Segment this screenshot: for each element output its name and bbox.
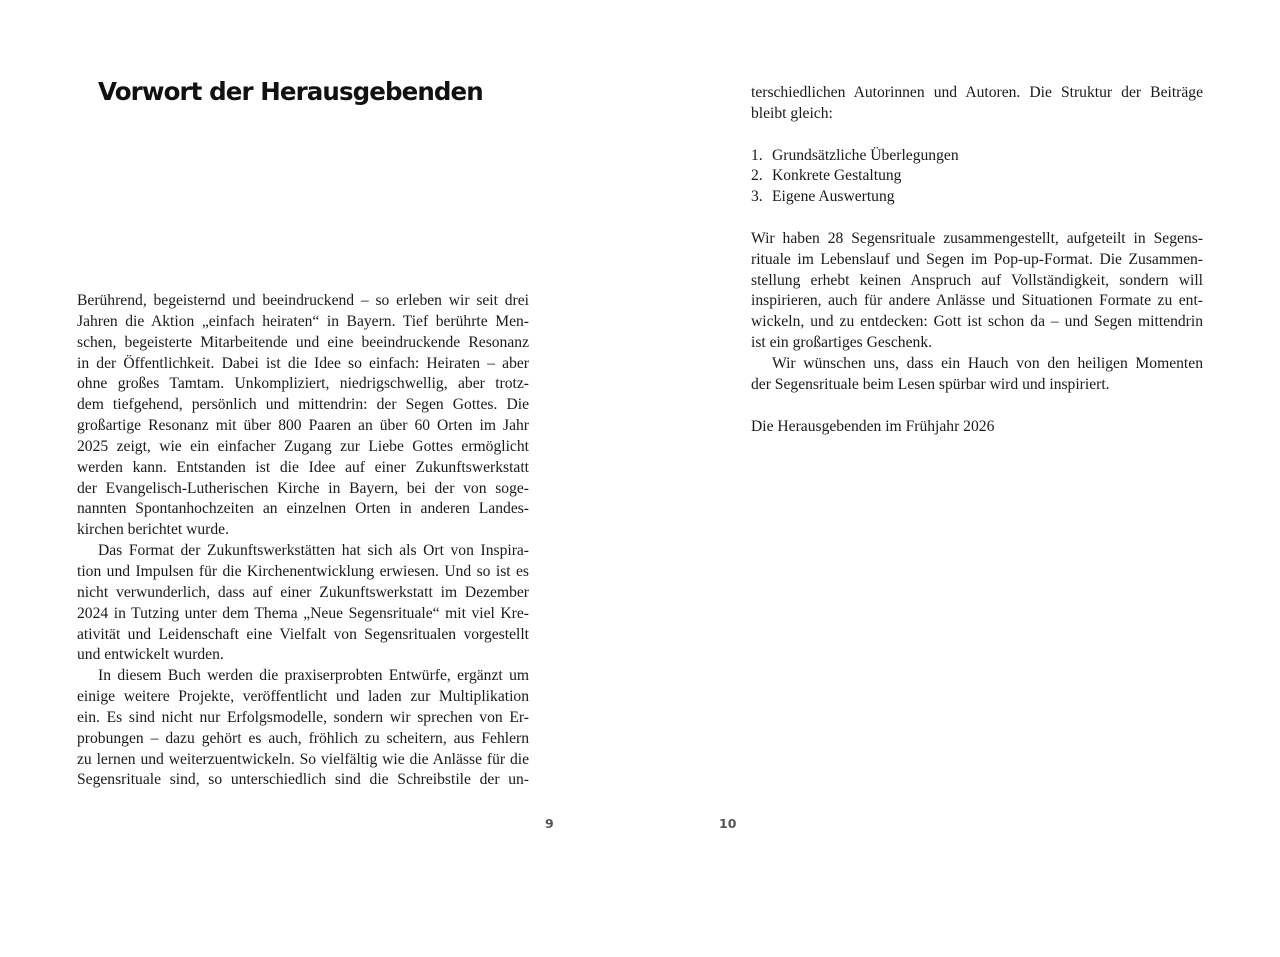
page-title: Vorwort der Herausgebenden (98, 77, 483, 106)
text-line: in der Öffentlichkeit. Dabei ist die Idee so einfach: Heiraten – aber (77, 354, 529, 372)
text-line: terschiedlichen Autorinnen und Autoren. Die Struktur der Beiträge (751, 84, 1203, 101)
text-line: der Segensrituale beim Lesen spürbar wird und inspiriert. (751, 375, 1110, 393)
text-line: großartige Resonanz mit über 800 Paaren an über 60 Orten im Jahr (77, 417, 529, 435)
text-line: inspirieren, auch für andere Anlässe und Situationen Formate zu ent- (751, 292, 1203, 310)
text-line: und entwickelt wurden. (77, 646, 224, 664)
text-line: zu lernen und weiterzuentwickeln. So vielfältig wie die Anlässe für die (77, 750, 529, 768)
text-line: stellung erhebt keinen Anspruch auf Vollständigkeit, sondern will (751, 271, 1203, 289)
page-number: 9 (545, 816, 554, 831)
text-line: dem tiefgehend, persönlich und mittendrin: der Segen Gottes. Die (77, 396, 529, 414)
page-number: 10 (719, 816, 737, 831)
text-line: bleibt gleich: (751, 104, 833, 122)
paragraph-gap (751, 208, 1203, 229)
list-item (751, 146, 1203, 167)
signature: Die Herausgebenden im Frühjahr 2026 (751, 417, 995, 435)
text-line: Jahren die Aktion „einfach heiraten“ in Bayern. Tief berührte Men- (77, 312, 529, 330)
text-line: rituale im Lebenslauf und Segen im Pop-up-Format. Die Zusammen- (751, 250, 1203, 268)
text-line: einige weitere Projekte, veröffentlicht und laden zur Multiplikation (77, 688, 529, 706)
text-line: Berührend, begeisternd und beeindruckend – so erleben wir seit drei (77, 292, 529, 309)
right-body-text (751, 83, 1203, 437)
list-text: Eigene Auswertung (772, 188, 895, 206)
text-line: schen, begeisterte Mitarbeitende und eine beeindruckende Resonanz (77, 333, 529, 351)
text-line: ist ein großartiges Geschenk. (751, 334, 933, 352)
list-number: 2. (751, 167, 763, 185)
list-number: 1. (751, 146, 763, 164)
text-line: wickeln, und zu entdecken: Gott ist schon da – und Segen mittendrin (751, 313, 1203, 331)
text-line: tion und Impulsen für die Kirchenentwicklung erwiesen. Und so ist es (77, 562, 529, 580)
text-line: nicht verwunderlich, dass auf einer Zukunftswerkstatt im Dezember (77, 583, 529, 601)
left-body-text (77, 291, 529, 791)
text-line: Wir wünschen uns, dass ein Hauch von den heiligen Momenten (772, 354, 1203, 372)
text-line: nannten Spontanhochzeiten an einzelnen Orten in anderen Landes- (77, 500, 529, 518)
text-line: kirchen berichtet wurde. (77, 521, 229, 539)
text-line: In diesem Buch werden die praxiserprobten Entwürfe, ergänzt um (98, 667, 529, 685)
text-line: werden kann. Entstanden ist die Idee auf einer Zukunftswerkstatt (77, 458, 529, 476)
list-number: 3. (751, 188, 763, 206)
paragraph-gap (751, 396, 1203, 417)
text-line: 2025 zeigt, wie ein einfacher Zugang zur Liebe Gottes ermöglicht (77, 437, 529, 455)
list-item (751, 187, 1203, 208)
text-line: 2024 in Tutzing unter dem Thema „Neue Segensrituale“ mit viel Kre- (77, 604, 529, 622)
text-line: Wir haben 28 Segensrituale zusammengestellt, aufgeteilt in Segens- (751, 229, 1203, 247)
text-line: ohne großes Tamtam. Unkompliziert, niedrigschwellig, aber trotz- (77, 375, 529, 393)
text-line: probungen – dazu gehört es auch, fröhlich zu scheitern, aus Fehlern (77, 729, 529, 747)
text-line: ein. Es sind nicht nur Erfolgsmodelle, sondern wir sprechen von Er- (77, 708, 529, 726)
paragraph-gap (751, 125, 1203, 146)
text-line: Das Format der Zukunftswerkstätten hat sich als Ort von Inspira- (98, 542, 529, 560)
list-text: Konkrete Gestaltung (772, 167, 902, 185)
list-item (751, 166, 1203, 187)
text-line: der Evangelisch-Lutherischen Kirche in Bayern, bei der von soge- (77, 479, 529, 497)
text-line: ativität und Leidenschaft eine Vielfalt von Segensritualen vorgestellt (77, 625, 529, 643)
list-text: Grundsätzliche Überlegungen (772, 146, 959, 164)
right-page (640, 0, 1280, 957)
text-line: Segensrituale sind, so unterschiedlich sind die Schreibstile der un- (77, 771, 529, 789)
